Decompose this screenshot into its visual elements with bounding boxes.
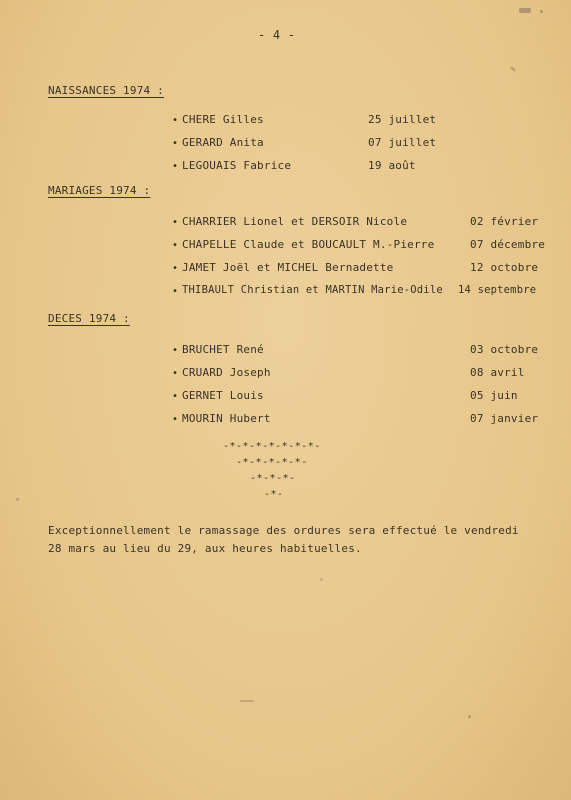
separator-line: -*-*-*- [250,473,296,484]
death-date: 03 octobre [470,343,539,356]
notice-line-2: 28 mars au lieu du 29, aux heures habituelles. [48,542,362,555]
death-date: 08 avril [470,366,525,379]
paper-speck [468,715,471,718]
birth-name: GERARD Anita [182,136,264,149]
paper-speck [510,66,516,71]
bullet: • [172,240,179,251]
bullet: • [172,263,179,274]
bullet: • [172,138,179,149]
paper-speck [320,578,323,581]
marriage-names: JAMET Joël et MICHEL Bernadette [182,261,394,274]
page-number: - 4 - [258,28,296,42]
paper-speck [540,10,543,13]
bullet: • [172,345,179,356]
death-date: 05 juin [470,389,518,402]
paper-stain [519,8,531,13]
death-name: CRUARD Joseph [182,366,271,379]
birth-date: 19 août [368,159,416,172]
paper-speck [16,498,19,501]
births-heading: NAISSANCES 1974 : [48,84,164,97]
bullet: • [172,368,179,379]
death-date: 07 janvier [470,412,539,425]
death-name: GERNET Louis [182,389,264,402]
marriage-date: 14 septembre [458,284,537,296]
bullet: • [172,286,179,297]
bullet: • [172,115,179,126]
marriage-date: 07 décembre [470,238,546,251]
separator-line: -*-*-*-*-*- [236,457,308,468]
birth-date: 07 juillet [368,136,437,149]
bullet: • [172,161,179,172]
birth-name: LEGOUAIS Fabrice [182,159,292,172]
death-name: BRUCHET René [182,343,264,356]
separator-line: -*-*-*-*-*-*-*- [223,441,321,452]
bullet: • [172,391,179,402]
bullet: • [172,414,179,425]
birth-name: CHERE Gilles [182,113,264,126]
birth-date: 25 juillet [368,113,437,126]
deaths-heading: DECES 1974 : [48,312,130,325]
bullet: • [172,217,179,228]
marriage-names: CHARRIER Lionel et DERSOIR Nicole [182,215,408,228]
marriage-date: 12 octobre [470,261,539,274]
notice-line-1: Exceptionnellement le ramassage des ordures sera effectué le vendredi [48,524,519,537]
marriage-names: THIBAULT Christian et MARTIN Marie-Odile [182,284,443,296]
marriage-date: 02 février [470,215,539,228]
marriages-heading: MARIAGES 1974 : [48,184,151,197]
separator-line: -*- [264,489,284,500]
marriage-names: CHAPELLE Claude et BOUCAULT M.-Pierre [182,238,435,251]
death-name: MOURIN Hubert [182,412,271,425]
paper-speck [240,700,254,702]
